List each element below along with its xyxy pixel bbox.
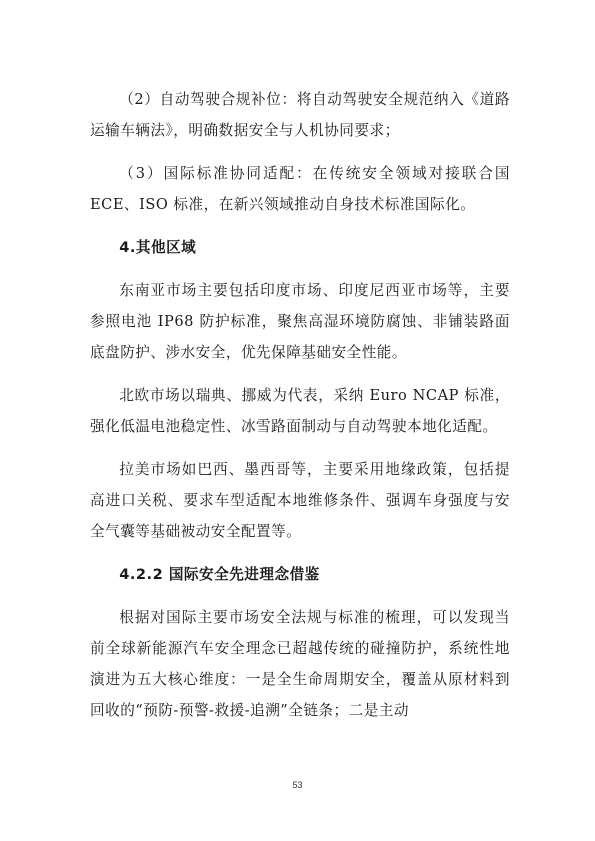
para-core-dimensions: 根据对国际主要市场安全法规与标准的梳理，可以发现当前全球新能源汽车安全理念已超越传统的碰撞防护，系统性地演进为五大核心维度：一是全生命周期安全，覆盖从原材料到回收的“预防-预警-救援-追溯”全链条；二是主动	[90, 609, 510, 719]
heading-section-4-2-2: 4.2.2 国际安全先进理念借鉴	[119, 566, 320, 583]
body-content	[90, 84, 510, 738]
para-latin-america: 拉美市场如巴西、墨西哥等，主要采用地缘政策，包括提高进口关税、要求车型适配本地维修条件、强调车身强度与安全气囊等基础被动安全配置等。	[90, 461, 510, 540]
page-number: 53	[292, 780, 303, 790]
para-international-standards: （3）国际标准协同适配：在传统安全领域对接联合国ECE、ISO 标准，在新兴领域推动自身技术标准国际化。	[90, 165, 510, 213]
heading-other-regions: 4.其他区域	[119, 239, 197, 256]
para-southeast-asia: 东南亚市场主要包括印度市场、印度尼西亚市场等，主要参照电池 IP68 防护标准，聚焦高湿环境防腐蚀、非铺装路面底盘防护、涉水安全，优先保障基础安全性能。	[90, 282, 510, 361]
para-northern-europe: 北欧市场以瑞典、挪威为代表，采纳 Euro NCAP 标准，强化低温电池稳定性、冰雪路面制动与自动驾驶本地化适配。	[90, 387, 510, 435]
para-autonomous-driving-rules: （2）自动驾驶合规补位：将自动驾驶安全规范纳入《道路运输车辆法》，明确数据安全与人机协同要求；	[90, 91, 510, 139]
